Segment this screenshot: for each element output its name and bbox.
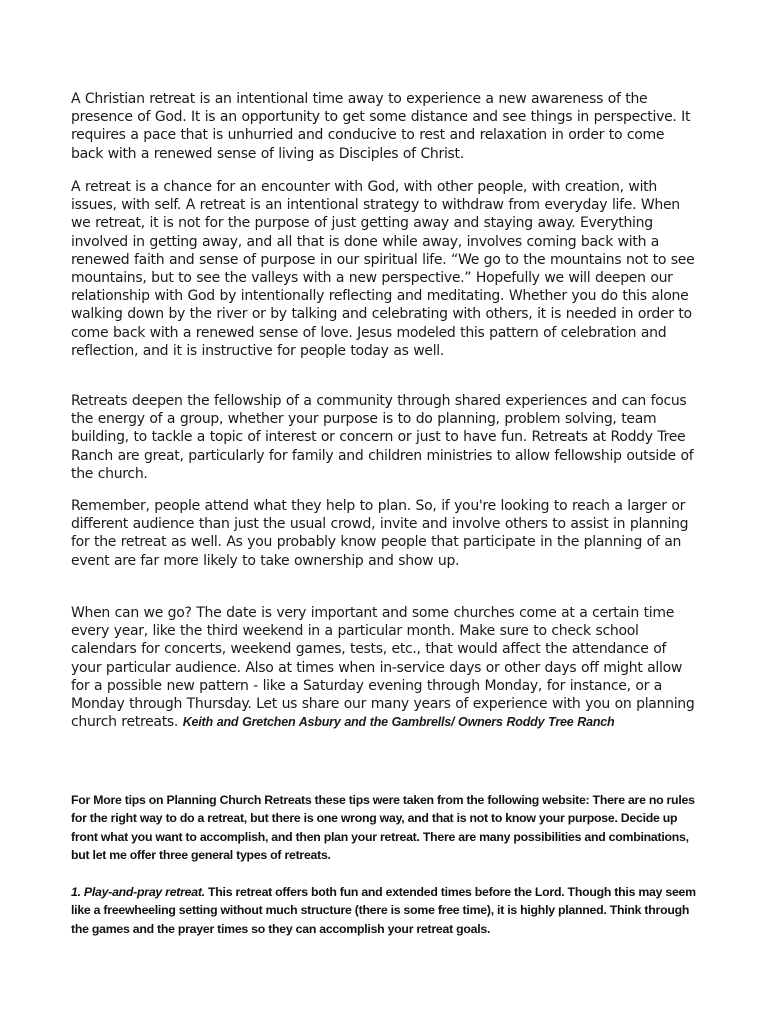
paragraph-planning-involvement: Remember, people attend what they help to plan. So, if you're looking to reach a larger or different audience than just the usual crowd, invite and involve others to assist in planning for the retreat as well. As you probably know people that participate in the planning of an event are far more likely to take ownership and show up. [71,498,689,569]
tip-play-and-pray-paragraph [71,883,699,938]
tip-play-and-pray-heading: 1. Play-and-pray retreat. [71,885,205,899]
paragraph-retreat-definition: A Christian retreat is an intentional time away to experience a new awareness of the presence of God. It is an opportunity to get some distance and see things in perspective. It requires a pace that is unhurried and conducive to rest and relaxation in order to come back with a renewed sense of living as Disciples of Christ. [71,91,691,162]
when-can-we-go-text: When can we go? The date is very important and some churches come at a certain time every year, like the third weekend in a particular month. Make sure to check school calendars for concerts, weekend games, tests, etc., that would affect the attendance of your particular audience. Also at times when in-service days or other days off might allow for a possible new pattern - like a Saturday evening through Monday, for instance, or a Monday through Thursday. Let us share our many years of experience with you on planning church retreats. [71,605,695,731]
tip-play-and-pray-text: This retreat offers both fun and extended times before the Lord. Though this may seem like a freewheeling setting without much structure (there is some free time), it is highly planned. Think through the games and the prayer times so they can accomplish your retreat goals. [71,885,696,936]
paragraph-encounter-with-god: A retreat is a chance for an encounter with God, with other people, with creation, with issues, with self. A retreat is an intentional strategy to withdraw from everyday life. When we retreat, it is not for the purpose of just getting away and staying away. Everything involved in getting away, and all that is done while away, involves coming back with a renewed faith and sense of purpose in our spiritual life. “We go to the mountains not to see mountains, but to see the valleys with a new perspective.” Hopefully we will deepen our relationship with God by intentionally reflecting and meditating. Whether you do this alone walking down by the river or by talking and celebrating with others, it is needed in order to come back with a renewed sense of love. Jesus modeled this pattern of celebration and reflection, and it is instructive for people today as well. [71,179,695,359]
tips-intro-paragraph: For More tips on Planning Church Retreats these tips were taken from the following website: There are no rules for the right way to do a retreat, but there is one wrong way, and that is not to know your purpose. Decide up front what you want to accomplish, and then plan your retreat. There are many possibilities and combinations, but let me offer three general types of retreats. [71,793,695,862]
paragraph-when-can-we-go [71,604,699,731]
paragraph-fellowship: Retreats deepen the fellowship of a community through shared experiences and can focus the energy of a group, whether your purpose is to do planning, problem solving, team building, to tackle a topic of interest or concern or just to have fun. Retreats at Roddy Tree Ranch are great, particularly for family and children ministries to allow fellowship outside of the church. [71,393,694,482]
owners-signature: Keith and Gretchen Asbury and the Gambrells/ Owners Roddy Tree Ranch [182,715,615,730]
